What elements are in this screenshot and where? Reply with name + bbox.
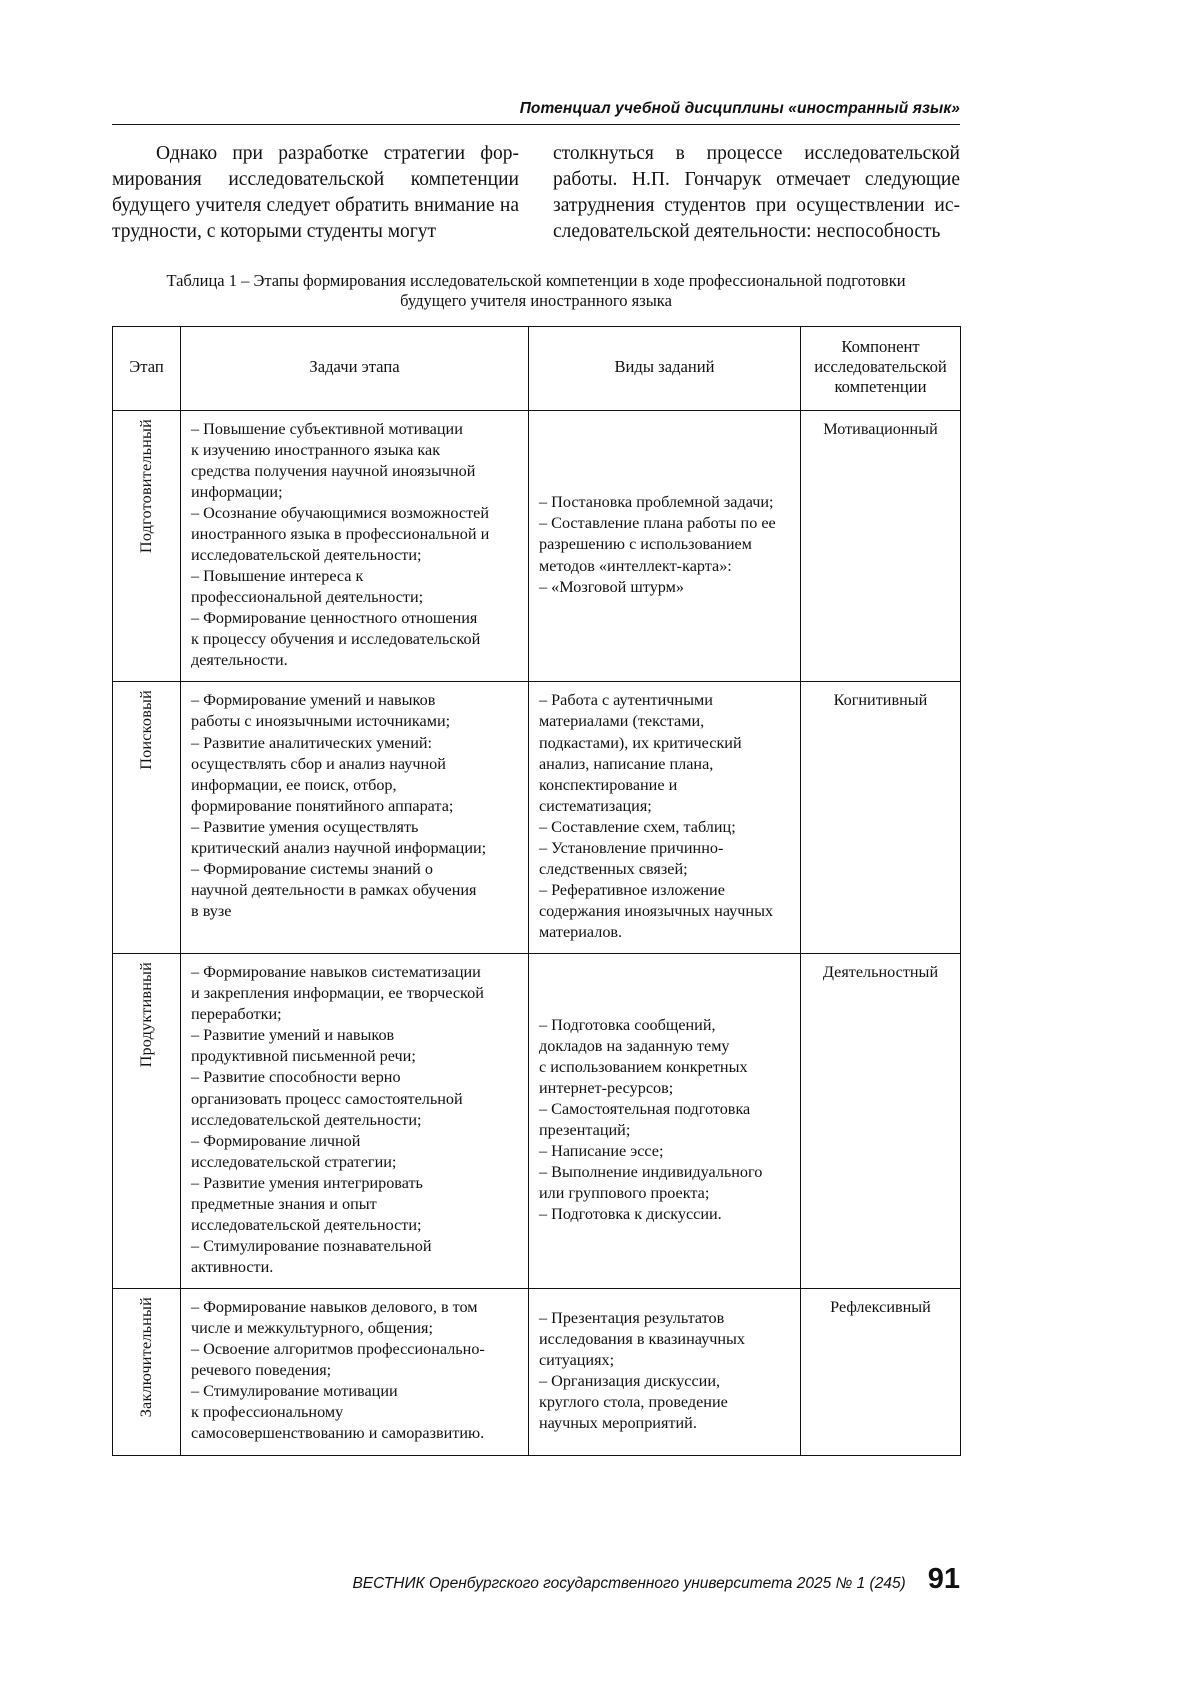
stage-label: Продуктивный <box>136 962 155 1068</box>
task-line: – Развитие умения интегрировать <box>191 1173 423 1192</box>
task-line: иностранного языка в профессиональной и <box>191 524 490 543</box>
task-line: – Развитие умений и навыков <box>191 1026 395 1045</box>
component-cell: Когнитивный <box>801 682 961 954</box>
task-line: исследовательской деятельности; <box>191 1110 422 1129</box>
task-line: осуществлять сбор и анализ научной <box>191 754 446 773</box>
column-header-types: Виды заданий <box>529 326 801 410</box>
running-head: Потенциал учебной дисциплины «иностранный язык» <box>519 100 960 117</box>
task-line: – Осознание обучающимися возможностей <box>191 503 490 522</box>
tasks-cell <box>181 410 529 682</box>
type-line: – Подготовка сообщений, <box>539 1015 716 1034</box>
task-line: в вузе <box>191 902 232 921</box>
task-line: профессиональной деятельности; <box>191 588 424 607</box>
task-line: информации; <box>191 482 283 501</box>
task-line: – Повышение интереса к <box>191 567 364 586</box>
table-caption <box>146 271 926 312</box>
task-line: работы с иноязычными источниками; <box>191 712 451 731</box>
component-cell: Мотивационный <box>801 410 961 682</box>
table-row <box>113 1289 961 1455</box>
type-line: систематизация; <box>539 796 652 815</box>
type-line: презентаций; <box>539 1121 631 1140</box>
task-line: числе и межкультурного, общения; <box>191 1319 433 1338</box>
tasks-cell <box>181 954 529 1289</box>
types-lines <box>539 690 790 943</box>
types-cell <box>529 1289 801 1455</box>
task-line: – Формирование ценностного отношения <box>191 609 478 628</box>
type-line: – Презентация результатов <box>539 1308 725 1327</box>
table-caption-line-1: Таблица 1 – Этапы формирования исследовательской компетенции в ходе профессиональной подготовки <box>166 270 906 290</box>
type-line: разрешению с использованием <box>539 535 752 554</box>
type-line: – Составление плана работы по ее <box>539 514 776 533</box>
type-line: докладов на заданную тему <box>539 1036 730 1055</box>
stage-cell <box>113 682 181 954</box>
task-line: самосовершенствованию и саморазвитию. <box>191 1424 485 1443</box>
task-line: – Формирование навыков делового, в том <box>191 1298 478 1317</box>
type-line: – Организация дискуссии, <box>539 1371 721 1390</box>
type-line: конспектирование и <box>539 775 678 794</box>
types-lines <box>539 492 790 597</box>
type-line: ситуациях; <box>539 1350 615 1369</box>
type-line: следственных связей; <box>539 859 688 878</box>
type-line: – Написание эссе; <box>539 1142 664 1161</box>
table-row <box>113 682 961 954</box>
type-line: анализ, написание плана, <box>539 754 714 773</box>
task-line: научной деятельности в рамках обучения <box>191 880 477 899</box>
stage-label: Заключительный <box>136 1297 155 1418</box>
type-line: – Реферативное изложение <box>539 880 725 899</box>
tasks-lines <box>191 419 518 672</box>
type-line: круглого стола, проведение <box>539 1392 728 1411</box>
column-header-component-line-1: Компонент <box>841 336 920 356</box>
task-line: исследовательской стратегии; <box>191 1152 397 1171</box>
running-head-rule <box>112 124 960 125</box>
task-line: – Развитие способности верно <box>191 1068 401 1087</box>
stages-table <box>112 326 961 1456</box>
task-line: средства получения научной иноязычной <box>191 461 476 480</box>
stage-cell <box>113 954 181 1289</box>
type-line: – Выполнение индивидуального <box>539 1163 763 1182</box>
type-line: исследования в квазинаучных <box>539 1329 745 1348</box>
type-line: содержания иноязычных научных <box>539 902 774 921</box>
types-cell <box>529 410 801 682</box>
task-line: к изучению иностранного языка как <box>191 440 441 459</box>
task-line: исследовательской деятельности; <box>191 546 422 565</box>
intro-column-left <box>112 141 519 245</box>
tasks-lines <box>191 690 518 922</box>
type-line: материалов. <box>539 923 623 942</box>
task-line: продуктивной письменной речи; <box>191 1047 416 1066</box>
task-line: и закрепления информации, ее творческой <box>191 984 484 1003</box>
footer-journal-line: ВЕСТНИК Оренбургского государственного университета 2025 № 1 (245) <box>352 1575 906 1592</box>
intro-columns <box>112 141 960 245</box>
column-header-component-line-2: исследовательской <box>814 357 947 377</box>
type-line: – Постановка проблемной задачи; <box>539 493 774 512</box>
table-row <box>113 410 961 682</box>
column-header-tasks: Задачи этапа <box>181 326 529 410</box>
stage-cell <box>113 410 181 682</box>
column-header-stage: Этап <box>113 326 181 410</box>
column-header-component <box>801 326 961 410</box>
task-line: – Формирование личной <box>191 1131 361 1150</box>
type-line: – Установление причинно- <box>539 838 724 857</box>
table-row <box>113 954 961 1289</box>
task-line: информации, ее поиск, отбор, <box>191 775 397 794</box>
intro-column-right <box>553 141 960 245</box>
task-line: переработки; <box>191 1005 282 1024</box>
component-cell: Рефлексивный <box>801 1289 961 1455</box>
type-line: – «Мозговой штурм» <box>539 577 684 596</box>
task-line: – Формирование системы знаний о <box>191 859 433 878</box>
task-line: к профессиональному <box>191 1403 344 1422</box>
column-header-component-line-3: компетенции <box>834 377 927 397</box>
tasks-cell <box>181 1289 529 1455</box>
type-line: научных мероприятий. <box>539 1413 697 1432</box>
table-head <box>113 326 961 410</box>
table-caption-line-2: будущего учителя иностранного языка <box>400 291 672 311</box>
task-line: формирование понятийного аппарата; <box>191 796 454 815</box>
type-line: методов «интеллект-карта»: <box>539 556 732 575</box>
task-line: к процессу обучения и исследовательской <box>191 630 481 649</box>
type-line: – Составление схем, таблиц; <box>539 817 736 836</box>
task-line: предметные знания и опыт <box>191 1194 377 1213</box>
component-cell: Деятельностный <box>801 954 961 1289</box>
task-line: – Развитие умения осуществлять <box>191 817 419 836</box>
task-line: деятельности. <box>191 651 288 670</box>
page-footer <box>112 1565 960 1594</box>
type-line: с использованием конкретных <box>539 1057 748 1076</box>
task-line: – Развитие аналитических умений: <box>191 733 433 752</box>
intro-paragraph-left: Однако при разработке стратегии формирования исследовательской компетенции будущего учителя следует обратить внимание на трудности, с которыми студенты могут <box>112 143 519 242</box>
table-header-row <box>113 326 961 410</box>
task-line: – Освоение алгоритмов профессионально- <box>191 1340 485 1359</box>
type-line: – Работа с аутентичными <box>539 691 713 710</box>
tasks-lines <box>191 1297 518 1444</box>
type-line: подкастами), их критический <box>539 733 742 752</box>
task-line: организовать процесс самостоятельной <box>191 1089 463 1108</box>
type-line: материалами (текстами, <box>539 712 705 731</box>
type-line: – Самостоятельная подготовка <box>539 1100 751 1119</box>
task-line: – Стимулирование мотивации <box>191 1382 398 1401</box>
stage-label: Подготовительный <box>136 418 155 553</box>
task-line: – Формирование умений и навыков <box>191 691 436 710</box>
type-line: или группового проекта; <box>539 1184 710 1203</box>
task-line: – Стимулирование познавательной <box>191 1236 432 1255</box>
types-cell <box>529 682 801 954</box>
types-lines <box>539 1015 790 1226</box>
task-line: речевого поведения; <box>191 1361 332 1380</box>
intro-paragraph-right: столкнуться в процессе исследовательской работы. Н.П. Гончарук отмечает следующие затруднения студентов при осуществлении исследовательской деятельности: неспособность <box>553 143 960 242</box>
footer-page-number: 91 <box>927 1563 960 1595</box>
stage-cell <box>113 1289 181 1455</box>
tasks-lines <box>191 962 518 1278</box>
table-body <box>113 410 961 1455</box>
types-lines <box>539 1308 790 1434</box>
task-line: – Повышение субъективной мотивации <box>191 419 463 438</box>
tasks-cell <box>181 682 529 954</box>
type-line: интернет-ресурсов; <box>539 1078 674 1097</box>
page-content <box>112 100 960 1456</box>
types-cell <box>529 954 801 1289</box>
type-line: – Подготовка к дискуссии. <box>539 1205 722 1224</box>
task-line: исследовательской деятельности; <box>191 1215 422 1234</box>
stage-label: Поисковый <box>136 690 155 771</box>
task-line: – Формирование навыков систематизации <box>191 963 481 982</box>
task-line: активности. <box>191 1258 274 1277</box>
task-line: критический анализ научной информации; <box>191 838 487 857</box>
